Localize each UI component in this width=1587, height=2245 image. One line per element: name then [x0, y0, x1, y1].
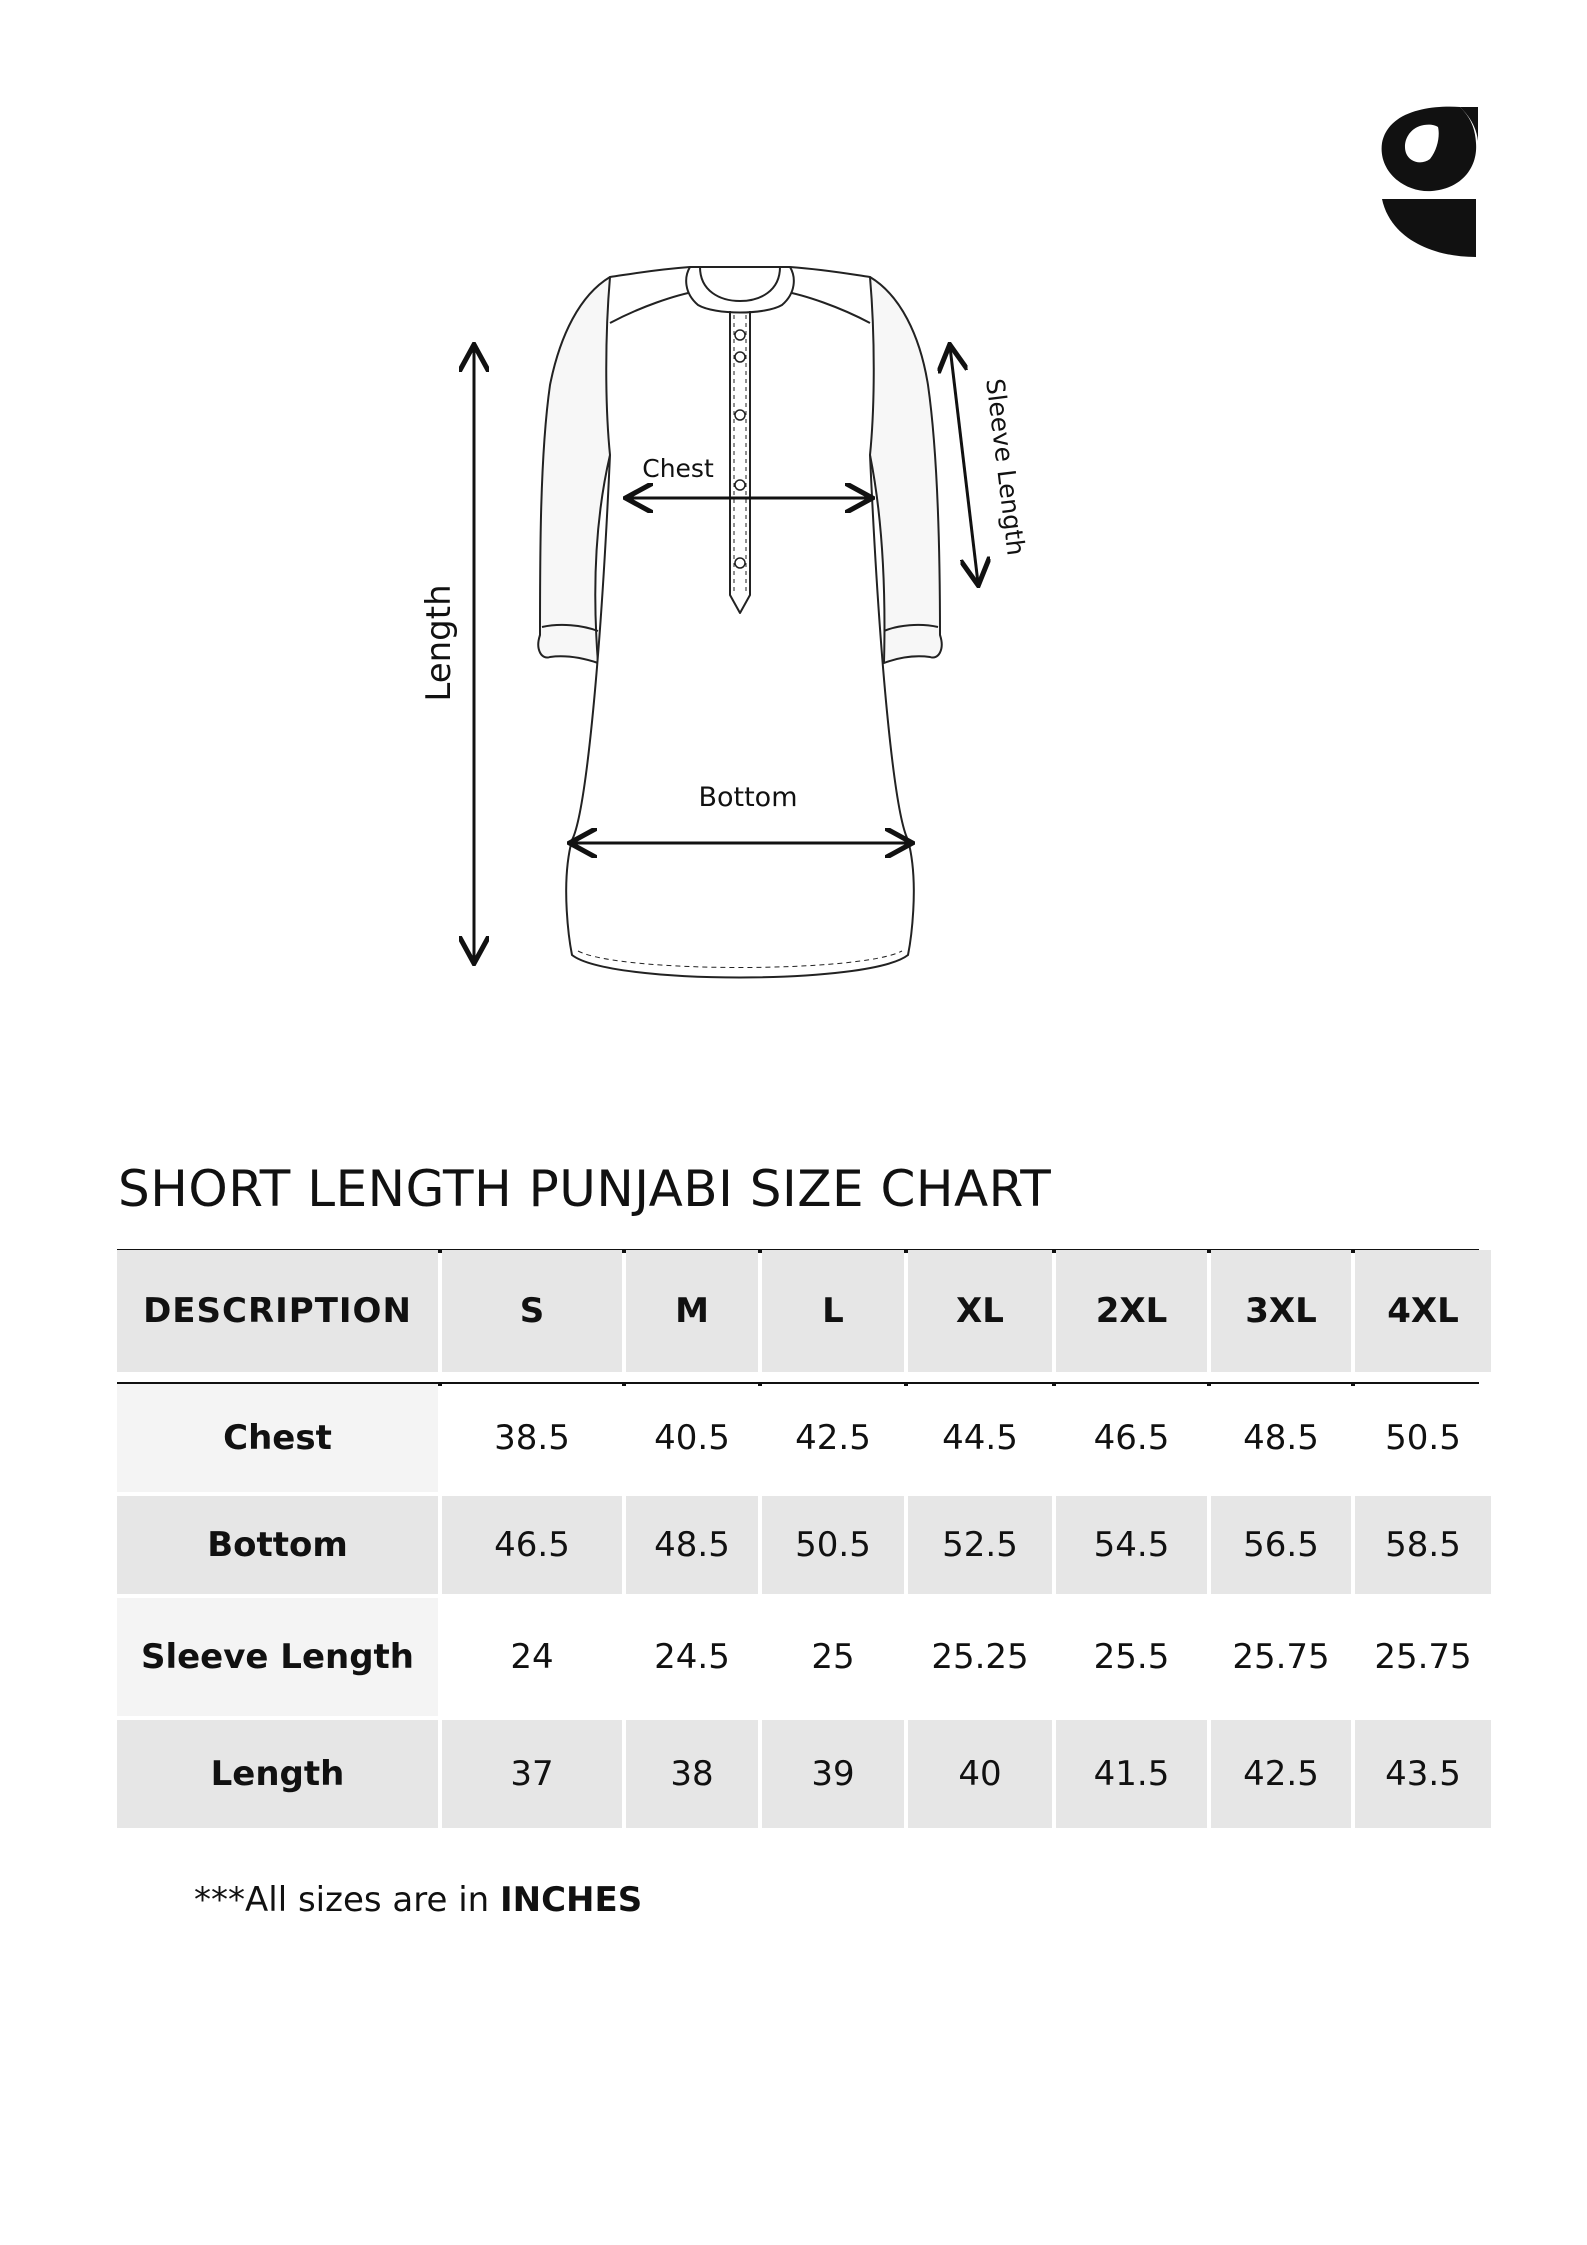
sleeve-length-arrow [950, 347, 978, 583]
chest-label: Chest [642, 454, 714, 483]
table-cell: 37 [442, 1720, 622, 1828]
table-cell: 48.5 [626, 1496, 758, 1594]
table-cell: 39 [762, 1720, 904, 1828]
table-cell: 25.75 [1355, 1598, 1491, 1716]
table-cell: 24.5 [626, 1598, 758, 1716]
table-cell: 25.5 [1056, 1598, 1207, 1716]
table-cell: 38 [626, 1720, 758, 1828]
row-label: Bottom [117, 1496, 438, 1594]
header-size-2xl: 2XL [1056, 1250, 1207, 1372]
table-cell: 44.5 [908, 1384, 1052, 1492]
table-cell: 25.25 [908, 1598, 1052, 1716]
table-header-row [117, 1250, 1491, 1372]
length-label: Length [419, 584, 459, 702]
table-cell: 25.75 [1211, 1598, 1351, 1716]
garment-outline [538, 267, 941, 978]
table-cell: 46.5 [442, 1496, 622, 1594]
table-row-length [117, 1720, 1491, 1828]
table-row-chest [117, 1384, 1491, 1492]
size-chart-table [113, 1246, 1495, 1832]
table-cell: 56.5 [1211, 1496, 1351, 1594]
garment-measurement-diagram [400, 255, 1080, 1025]
table-cell: 46.5 [1056, 1384, 1207, 1492]
footnote-units: INCHES [500, 1880, 643, 1920]
table-cell: 41.5 [1056, 1720, 1207, 1828]
table-cell: 40.5 [626, 1384, 758, 1492]
table-cell: 58.5 [1355, 1496, 1491, 1594]
table-cell: 43.5 [1355, 1720, 1491, 1828]
table-cell: 42.5 [762, 1384, 904, 1492]
table-cell: 42.5 [1211, 1720, 1351, 1828]
header-size-4xl: 4XL [1355, 1250, 1491, 1372]
table-row-bottom [117, 1496, 1491, 1594]
table-cell: 24 [442, 1598, 622, 1716]
table-cell: 50.5 [1355, 1384, 1491, 1492]
row-label: Chest [117, 1384, 438, 1492]
table-cell: 54.5 [1056, 1496, 1207, 1594]
table-row-sleeve-length [117, 1598, 1491, 1716]
header-size-m: M [626, 1250, 758, 1372]
table-cell: 52.5 [908, 1496, 1052, 1594]
page-title: SHORT LENGTH PUNJABI SIZE CHART [118, 1160, 1052, 1218]
table-cell: 38.5 [442, 1384, 622, 1492]
table-cell: 40 [908, 1720, 1052, 1828]
footnote-text: ***All sizes are in [194, 1880, 500, 1920]
bottom-label: Bottom [698, 782, 798, 813]
units-footnote [194, 1880, 642, 1920]
row-label: Sleeve Length [117, 1598, 438, 1716]
header-description: DESCRIPTION [117, 1250, 438, 1372]
header-size-3xl: 3XL [1211, 1250, 1351, 1372]
header-size-xl: XL [908, 1250, 1052, 1372]
header-size-l: L [762, 1250, 904, 1372]
header-size-s: S [442, 1250, 622, 1372]
table-cell: 48.5 [1211, 1384, 1351, 1492]
table-cell: 50.5 [762, 1496, 904, 1594]
brand-g-logo-icon [1380, 105, 1480, 257]
table-cell: 25 [762, 1598, 904, 1716]
row-label: Length [117, 1720, 438, 1828]
sleeve-length-label: Sleeve Length [980, 376, 1031, 558]
size-chart-table-wrap [117, 1250, 1479, 1828]
